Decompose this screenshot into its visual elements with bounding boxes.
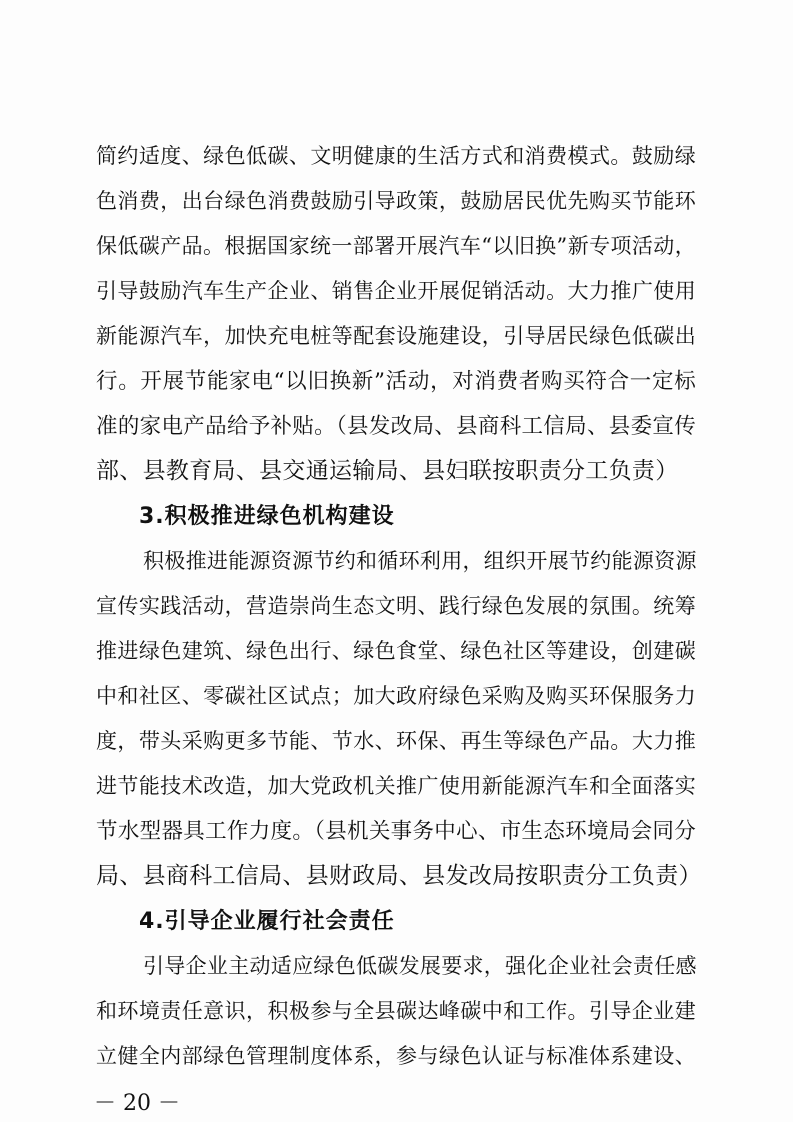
paragraph-line: 积极推进能源资源节约和循环利用，组织开展节约能源资源 [143, 549, 697, 573]
section-heading-3: 3.积极推进绿色机构建设 [139, 504, 395, 529]
paragraph-line: 引导企业主动适应绿色低碳发展要求，强化企业社会责任感 [143, 954, 697, 978]
paragraph-line: 简约适度、绿色低碳、文明健康的生活方式和消费模式。鼓励绿 [96, 144, 696, 168]
paragraph-line: 中和社区、零碳社区试点；加大政府绿色采购及购买环保服务力 [96, 684, 696, 708]
paragraph-line: 宣传实践活动，营造崇尚生态文明、践行绿色发展的氛围。统筹 [96, 594, 696, 618]
paragraph-line: 新能源汽车，加快充电桩等配套设施建设，引导居民绿色低碳出 [96, 324, 696, 348]
paragraph-line: 和环境责任意识，积极参与全县碳达峰碳中和工作。引导企业建 [96, 999, 696, 1023]
paragraph-line: 局、县商科工信局、县财政局、县发改局按职责分工负责） [96, 863, 702, 889]
paragraph-line: 引导鼓励汽车生产企业、销售企业开展促销活动。大力推广使用 [96, 279, 696, 303]
section-heading-4: 4.引导企业履行社会责任 [139, 909, 395, 934]
paragraph-line: 保低碳产品。根据国家统一部署开展汽车“以旧换”新专项活动， [96, 234, 696, 258]
paragraph-line: 部、县教育局、县交通运输局、县妇联按职责分工负责） [96, 458, 679, 484]
paragraph-line: 准的家电产品给予补贴。（县发改局、县商科工信局、县委宣传 [96, 414, 696, 439]
paragraph-line: 度，带头采购更多节能、节水、环保、再生等绿色产品。大力推 [96, 729, 696, 753]
paragraph-line: 进节能技术改造，加大党政机关推广使用新能源汽车和全面落实 [96, 774, 696, 798]
paragraph-line: 推进绿色建筑、绿色出行、绿色食堂、绿色社区等建设，创建碳 [96, 639, 696, 663]
paragraph-line: 行。开展节能家电“以旧换新”活动，对消费者购买符合一定标 [96, 369, 696, 394]
paragraph-line: 色消费，出台绿色消费鼓励引导政策，鼓励居民优先购买节能环 [96, 189, 696, 213]
page-number: － 20 － [94, 1091, 180, 1116]
paragraph-line: 立健全内部绿色管理制度体系，参与绿色认证与标准体系建设、 [96, 1044, 696, 1068]
paragraph-line: 节水型器具工作力度。（县机关事务中心、市生态环境局会同分 [96, 819, 696, 844]
